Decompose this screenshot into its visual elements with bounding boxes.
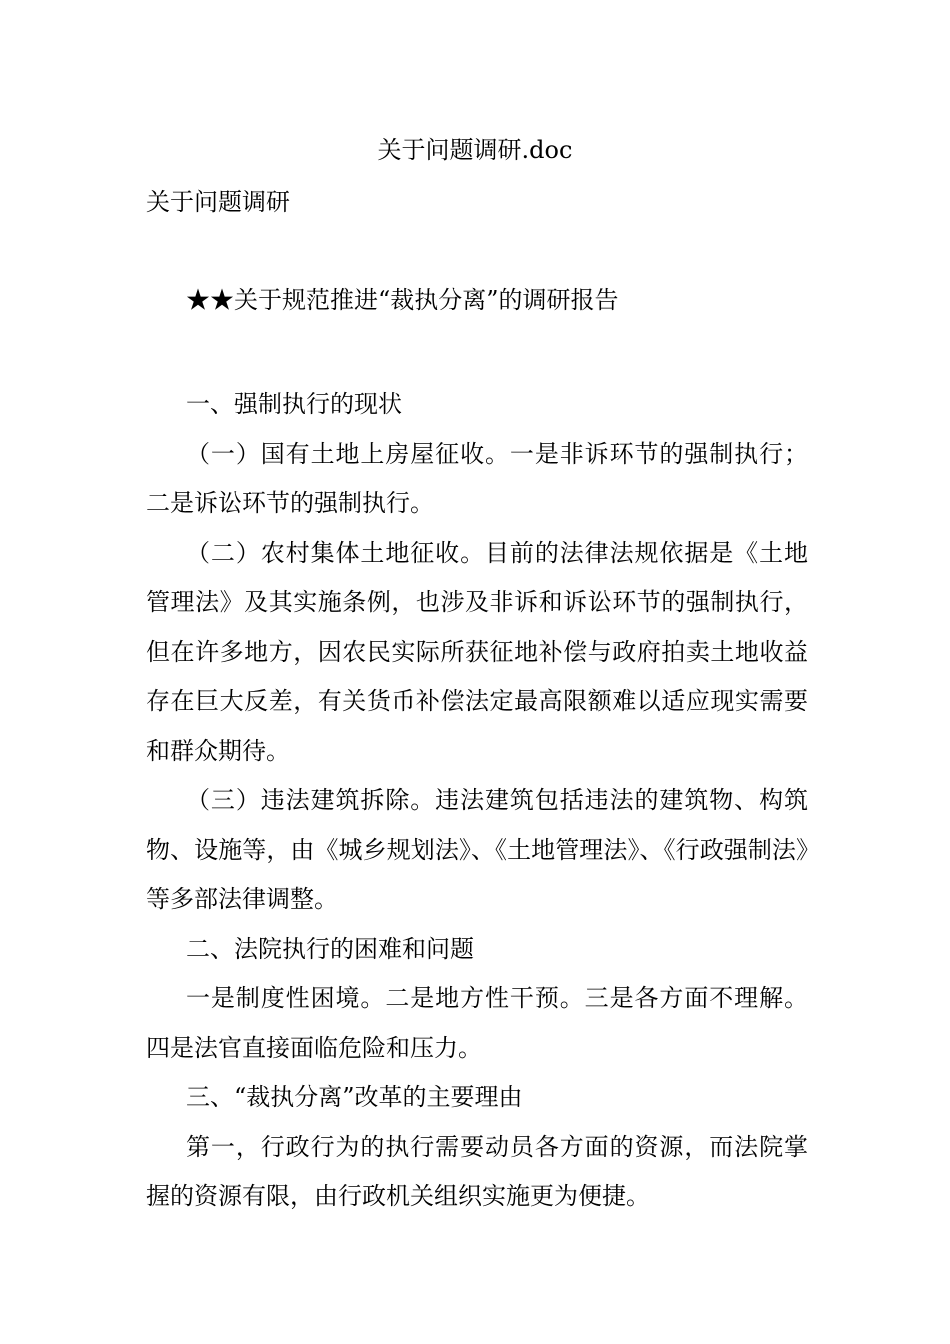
section-heading-1: 一、强制执行的现状 [186, 390, 402, 418]
report-heading: ★★关于规范推进“裁执分离”的调研报告 [186, 286, 619, 314]
paragraph-5: 第一，行政行为的执行需要动员各方面的资源，而法院掌握的资源有限，由行政机关组织实施更为便捷。 [146, 1132, 808, 1210]
paragraph-4: 一是制度性困境。二是地方性干预。三是各方面不理解。四是法官直接面临危险和压力。 [146, 984, 808, 1062]
document-subtitle: 关于问题调研 [146, 188, 290, 216]
section-heading-3: 三、“裁执分离”改革的主要理由 [186, 1083, 523, 1111]
paragraph-1: （一）国有土地上房屋征收。一是非诉环节的强制执行；二是诉讼环节的强制执行。 [146, 439, 808, 517]
report-body [146, 380, 808, 1222]
section-heading-2: 二、法院执行的困难和问题 [186, 934, 474, 963]
paragraph-3: （三）违法建筑拆除。违法建筑包括违法的建筑物、构筑物、设施等，由《城乡规划法》、《土地管理法》、《行政强制法》等多部法律调整。 [146, 786, 808, 913]
document-title: 关于问题调研.doc [377, 136, 573, 164]
paragraph-2: （二）农村集体土地征收。目前的法律法规依据是《土地管理法》及其实施条例，也涉及非诉和诉讼环节的强制执行，但在许多地方，因农民实际所获征地补偿与政府拍卖土地收益存在巨大反差，有关货币补偿法定最高限额难以适应现实需要和群众期待。 [146, 538, 808, 765]
